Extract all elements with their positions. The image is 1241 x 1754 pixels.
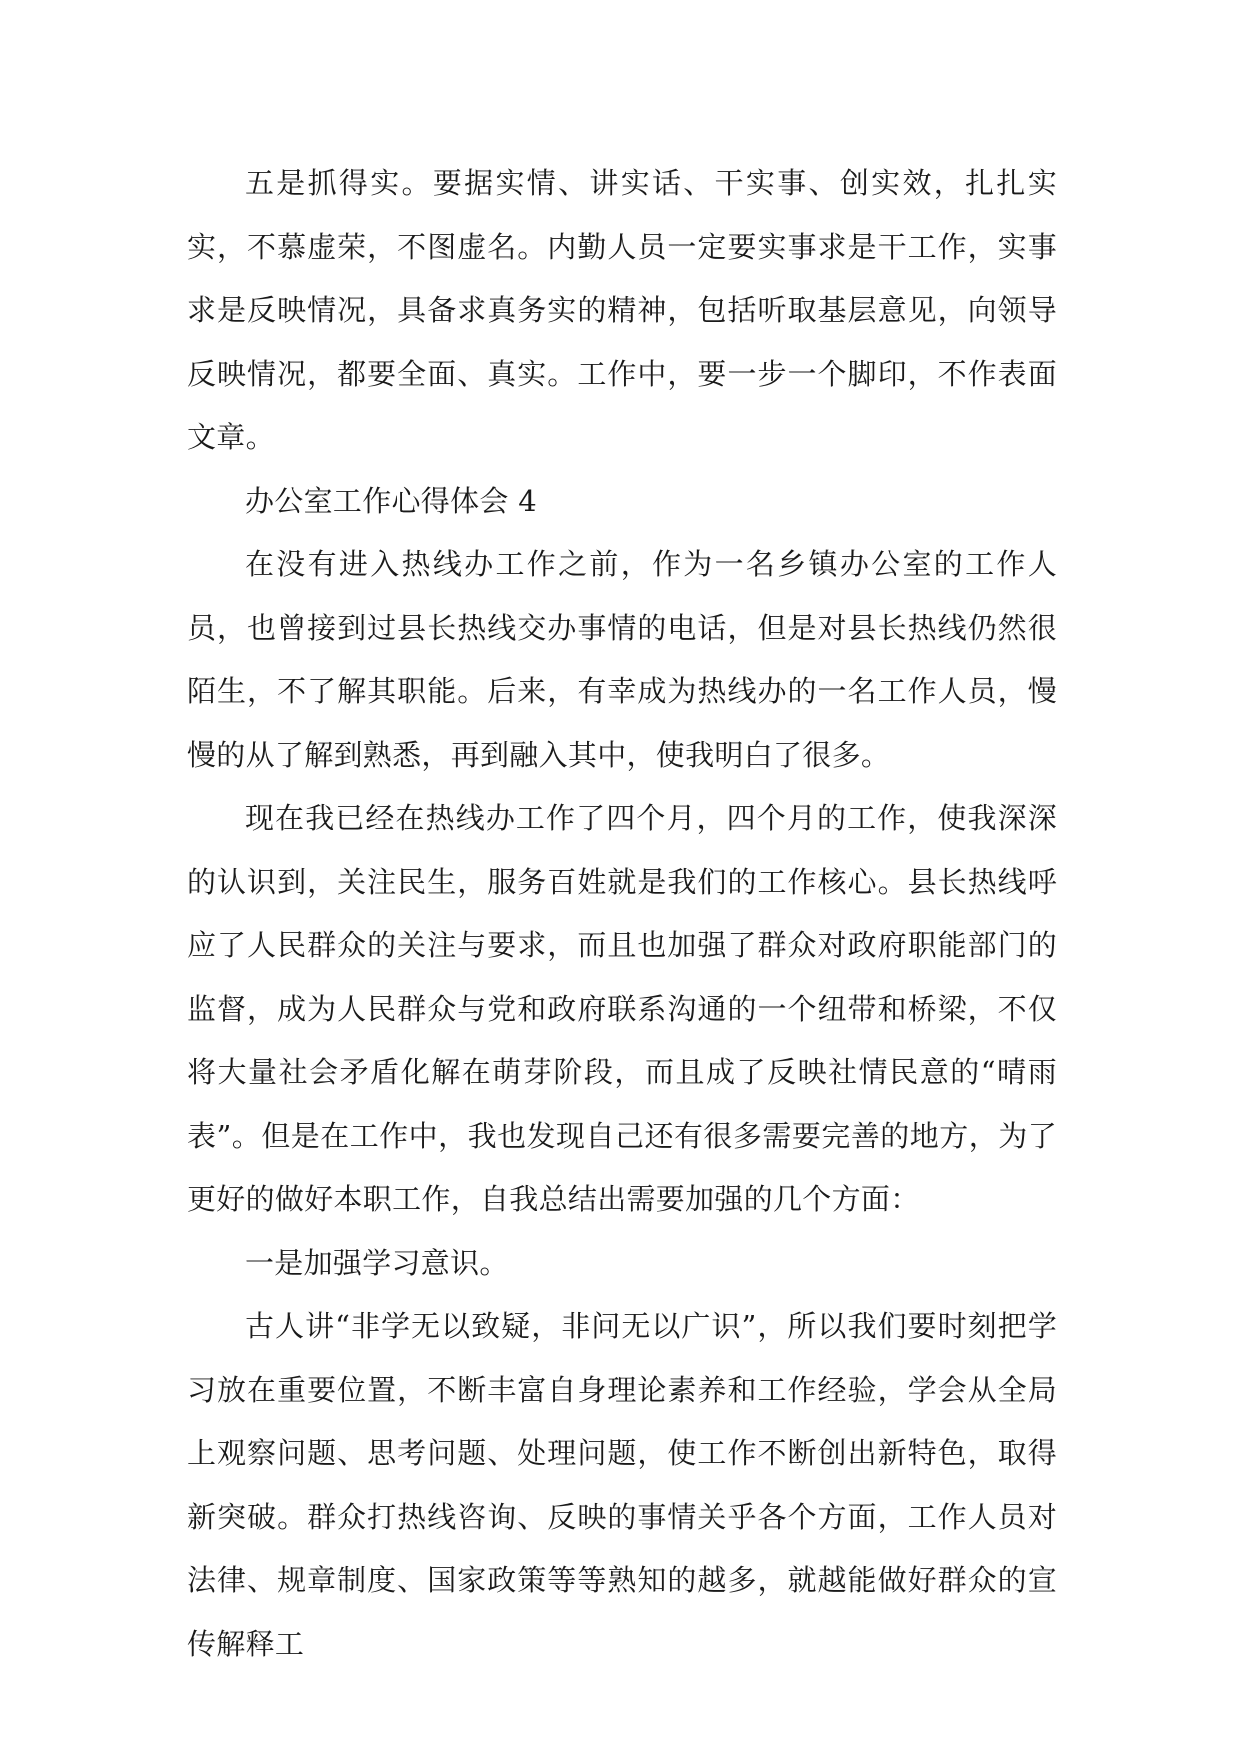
paragraph-four-months: 现在我已经在热线办工作了四个月，四个月的工作，使我深深的认识到，关注民生，服务百姓就是我们的工作核心。县长热线呼应了人民群众的关注与要求，而且也加强了群众对政府职能部门的监督，成为人民群众与党和政府联系沟通的一个纽带和桥梁，不仅将大量社会矛盾化解在萌芽阶段，而且成了反映社情民意的“晴雨表”。但是在工作中，我也发现自己还有很多需要完善的地方，为了更好的做好本职工作，自我总结出需要加强的几个方面： — [187, 801, 1057, 1216]
paragraph-work-solid: 五是抓得实。要据实情、讲实话、干实事、创实效，扎扎实实，不慕虚荣，不图虚名。内勤人员一定要实事求是干工作，实事求是反映情况，具备求真务实的精神，包括听取基层意见，向领导反映情况，都要全面、真实。工作中，要一步一个脚印，不作表面文章。 — [187, 166, 1057, 454]
paragraph-ancient-saying: 古人讲“非学无以致疑，非问无以广识”，所以我们要时刻把学习放在重要位置，不断丰富自身理论素养和工作经验，学会从全局上观察问题、思考问题、处理问题，使工作不断创出新特色，取得新突破。群众打热线咨询、反映的事情关乎各个方面，工作人员对法律、规章制度、国家政策等等熟知的越多，就越能做好群众的宣传解释工 — [187, 1309, 1057, 1661]
paragraph-before-hotline: 在没有进入热线办工作之前，作为一名乡镇办公室的工作人员，也曾接到过县长热线交办事情的电话，但是对县长热线仍然很陌生，不了解其职能。后来，有幸成为热线办的一名工作人员，慢慢的从了解到熟悉，再到融入其中，使我明白了很多。 — [187, 547, 1057, 772]
subheading-learning-awareness: 一是加强学习意识。 — [245, 1245, 509, 1280]
section-heading-experience-4: 办公室工作心得体会 4 — [245, 483, 537, 518]
document-body — [187, 152, 1057, 1676]
